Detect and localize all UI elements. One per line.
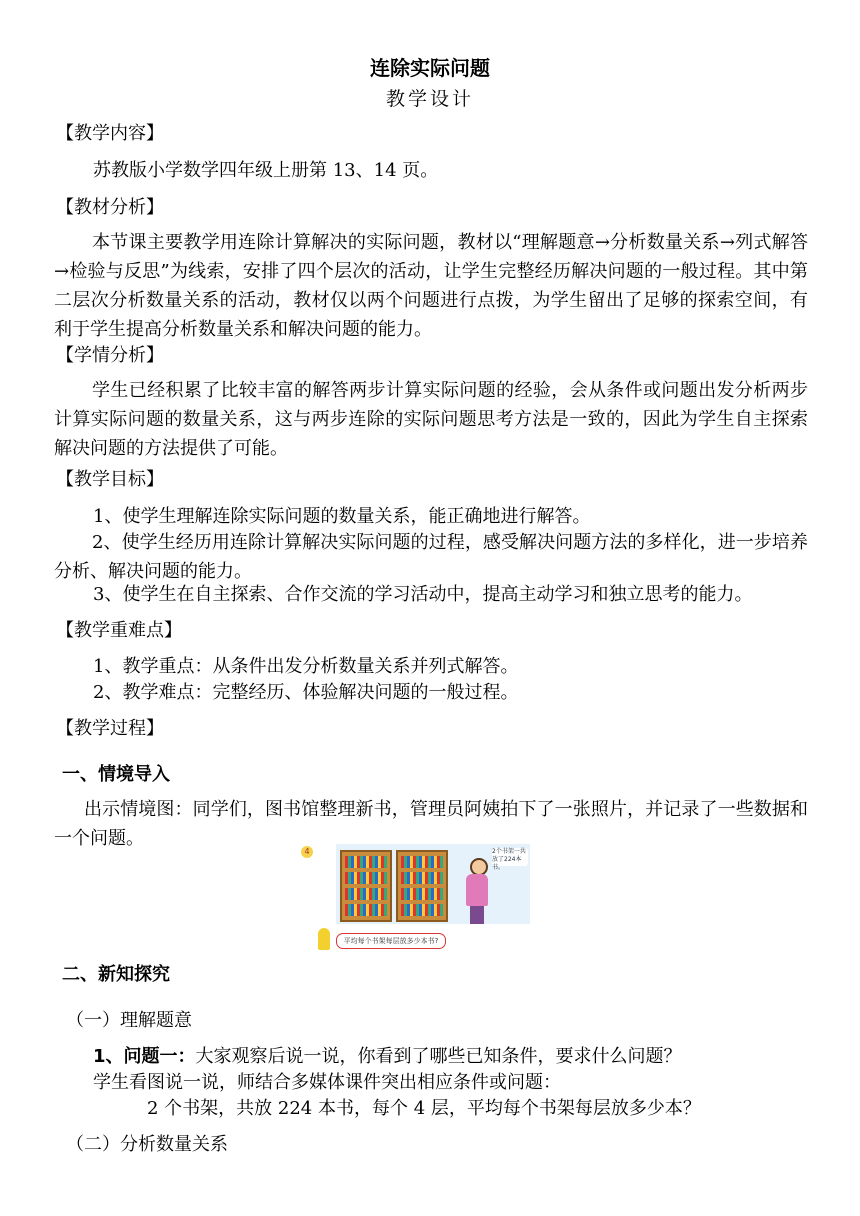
- question-one-problem: 2 个书架，共放 224 本书，每个 4 层，平均每个书架每层放多少本？: [147, 1098, 701, 1119]
- question-one-label: 1、问题一：: [93, 1046, 196, 1067]
- goal-item-3: 3、使学生在自主探索、合作交流的学习活动中，提高主动学习和独立思考的能力。: [93, 584, 753, 605]
- part1-title: 一、情境导入: [62, 764, 170, 785]
- content-text: 苏教版小学数学四年级上册第 13、14 页。: [93, 160, 439, 181]
- students-paragraph: 学生已经积累了比较丰富的解答两步计算实际问题的经验，会从条件或问题出发分析两步计算实际问题的数量关系，这与两步连除的实际问题思考方法是一致的，因此为学生自主探索解决问题的方法提供了可能。: [54, 380, 808, 459]
- document-subtitle: 教学设计: [385, 88, 474, 110]
- section-header-students: 【学情分析】: [56, 345, 164, 366]
- goal-item-1: 1、使学生理解连除实际问题的数量关系，能正确地进行解答。: [93, 506, 591, 527]
- example-number-badge: 4: [301, 846, 313, 858]
- section-header-process: 【教学过程】: [56, 718, 164, 739]
- librarian-legs: [470, 906, 484, 924]
- question-one-text: 大家观察后说一说，你看到了哪些已知条件，要求什么问题？: [195, 1046, 682, 1067]
- librarian-body: [466, 874, 488, 906]
- question-bubble: 平均每个书架每层放多少本书?: [336, 933, 446, 949]
- library-illustration: [336, 844, 530, 924]
- subsection-understand: （一）理解题意: [66, 1010, 192, 1031]
- keypoint-item-2: 2、教学难点：完整经历、体验解决问题的一般过程。: [93, 682, 519, 703]
- subsection-analyze: （二）分析数量关系: [66, 1134, 228, 1155]
- bookshelf-left: [340, 850, 392, 922]
- goal-item-2: 2、使学生经历用连除计算解决实际问题的过程，感受解决问题方法的多样化，进一步培养分析、解决问题的能力。: [54, 532, 808, 582]
- speech-bubble: 2个书架一共放了224本书。: [492, 848, 528, 866]
- part2-title: 二、新知探究: [62, 964, 170, 985]
- section-header-content: 【教学内容】: [56, 123, 164, 144]
- question-one-follow: 学生看图说一说，师结合多媒体课件突出相应条件或问题：: [93, 1072, 561, 1093]
- section-header-goals: 【教学目标】: [56, 469, 164, 490]
- keypoint-item-1: 1、教学重点：从条件出发分析数量关系并列式解答。: [93, 656, 519, 677]
- bookshelf-right: [396, 850, 448, 922]
- part1-paragraph: 出示情境图：同学们，图书馆整理新书，管理员阿姨拍下了一张照片，并记录了一些数据和一个问题。: [54, 799, 808, 849]
- material-paragraph: 本节课主要教学用连除计算解决的实际问题，教材以“理解题意→分析数量关系→列式解答→检验与反思”为线索，安排了四个层次的活动，让学生完整经历解决问题的一般过程。其中第二层次分析数量关系的活动，教材仅以两个问题进行点拨，为学生留出了足够的探索空间，有利于学生提高分析数量关系和解决问题的能力。: [54, 232, 808, 340]
- pencil-mascot-icon: [318, 928, 330, 950]
- question-one-line: [93, 1044, 682, 1070]
- document-title: 连除实际问题: [370, 56, 490, 80]
- section-header-keypoints: 【教学重难点】: [56, 620, 182, 641]
- section-header-material: 【教材分析】: [56, 197, 164, 218]
